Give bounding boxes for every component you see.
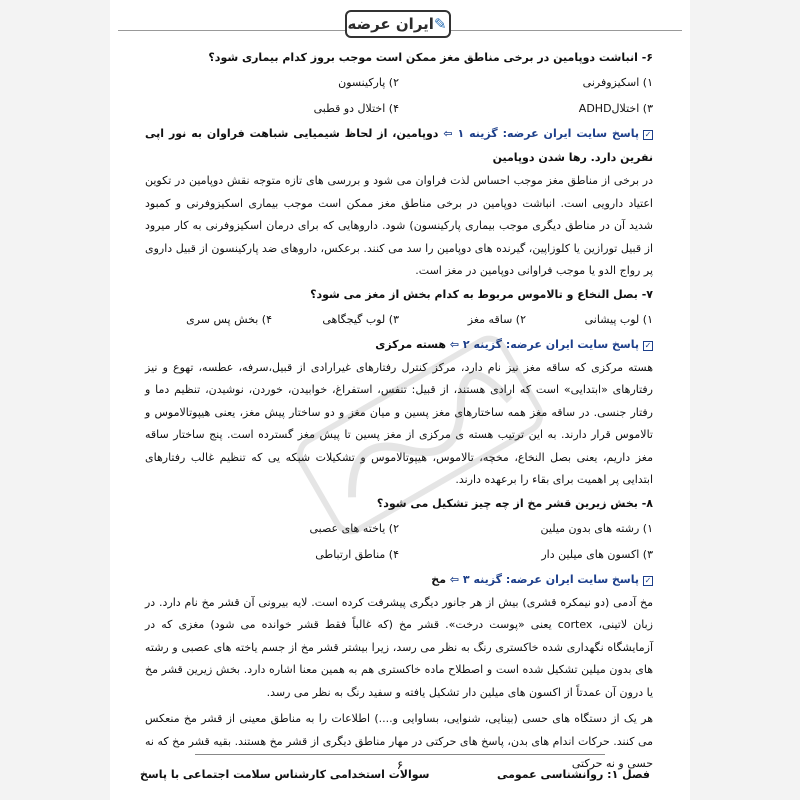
option: ۴) مناطق ارتباطی (315, 547, 399, 561)
answer-line (145, 568, 653, 592)
answer-label: پاسخ سایت ایران عرضه: گزینه ۱ ⇦ (443, 127, 640, 140)
answer-paragraph: هسته مرکزی که ساقه مغز نیز نام دارد، مرکز کنترل رفتارهای غیرارادی از قبیل،سرفه، عطسه، تهوع و نیز رفتارهای «ابتدایی» است که ارادی هستند، از قبیل: تنفس، استفراغ، خوابیدن، خوردن، نوشیدن، تنظیم دما و رفتار جنسی. در ساقه مغز همه ساختارهای مغز پسین و میان مغز و دو ساختار پیش مغز، یعنی هیپوتالاموس و تالاموس قرار دارند. به این ترتیب هسته ی مرکزی از مغز پسین تا پیش مغز گسترده است. پنج ساختار ساقه مغز داریم، یعنی بصل النخاع، مخچه، تالاموس، هیپوتالاموس و تشکیلات شبکه یی که تنظیم غالب رفتارهای ابتدایی پر اهمیت برای بقاء را برعهده دارند. (145, 360, 653, 486)
answer-paragraph: مخ آدمی (دو نیمکره قشری) بیش از هر جانور دیگری پیشرفت کرده است. لایه بیرونی آن قشر مخ نام دارد. در زبان لاتینی، cortex یعنی «پوست درخت». قشر مخ (که غالباً فقط قشر خوانده می شود) مغزی که در آزمایشگاه نگهداری شده خاکستری رنگ به نظر می رسد، زیرا بیشتر قشر مخ از جسم یاخته های عصبی و رشته های بدون میلین تشکیل شده است و اصطلاح ماده خاکستری هم به همین معنا اشاره دارد. بخش زیرین قشر مخ یا درون آن عمدتاً از اکسون های میلین دار تشکیل یافته و سفید رنگ به نظر می رسد. (145, 595, 653, 699)
answer-line (145, 333, 653, 357)
option: ۳) اکسون های میلین دار (541, 547, 653, 561)
option: ۱) رشته های بدون میلین (540, 521, 653, 535)
logo-text: ایران عرضه (347, 15, 434, 33)
document-body (145, 46, 653, 776)
option: ۲) یاخته های عصبی (309, 521, 399, 535)
checkbox-icon: ✓ (644, 130, 652, 139)
option: ۴) اختلال دو قطبی (313, 102, 399, 115)
option: ۳) لوب گیجگاهی (322, 312, 399, 326)
question-title: ۸- بخش زیرین قشر مخ از چه چیز تشکیل می شود؟ (376, 496, 653, 510)
option-list (145, 70, 653, 122)
option: ۴) بخش پس سری (186, 312, 272, 326)
footer-book-title: سوالات استخدامی کارشناس سلامت اجتماعی با پاسخ (140, 768, 430, 781)
answer-text: هسته مرکزی (375, 337, 450, 351)
option-list (145, 307, 653, 333)
checkbox-icon: ✓ (644, 340, 652, 350)
logo-mark-icon: ✎ (433, 15, 447, 33)
answer-line (145, 122, 653, 170)
answer-text: مخ (431, 572, 450, 586)
answer-label: پاسخ سایت ایران عرضه: گزینه ۲ ⇦ (449, 337, 639, 351)
answer-text: دوپامین، از لحاظ شیمیایی شباهت فراوان به نور اپی نفرین دارد. رها شدن دوپامین (145, 127, 653, 164)
option-list (145, 516, 653, 568)
question-title: ۶- انباشت دوپامین در برخی مناطق مغز ممکن است موجب بروز کدام بیماری شود؟ (208, 51, 653, 64)
page-number: ۶ (396, 758, 404, 772)
question-title: ۷- بصل النخاع و تالاموس مربوط به کدام بخش از مغز می شود؟ (310, 287, 653, 301)
option: ۳) اختلالADHD (578, 102, 653, 115)
option: ۲) ساقه مغز (467, 312, 526, 326)
footer-rule (195, 754, 605, 755)
site-logo (345, 10, 451, 38)
option: ۱) لوب پیشانی (584, 312, 653, 326)
footer-chapter: فصل ۱: روانشناسی عمومی (496, 768, 650, 781)
answer-paragraph: هر یک از دستگاه های حسی (بینایی، شنوایی، بساوایی و....) اطلاعات را به مناطق معینی از قشر مخ منعکس می کنند. حرکات اندام های بدن، پاسخ های حرکتی در مهار مناطق دیگری از قشر مخ هستند. بقیه قشر مخ که نه حسی و نه حرکتی (145, 712, 653, 770)
option: ۲) پارکینسون (338, 76, 399, 89)
option: ۱) اسکیزوفرنی (582, 76, 653, 89)
answer-label: پاسخ سایت ایران عرضه: گزینه ۳ ⇦ (449, 572, 639, 586)
checkbox-icon: ✓ (644, 575, 652, 585)
answer-paragraph: در برخی از مناطق مغز موجب احساس لذت فراوان می شود و بررسی های تازه متوجه نقش دوپامین در تکوین اعتیاد دارویی است. انباشت دوپامین در برخی مناطق مغز ممکن است موجب بیماری اسکیزوفرنی و کمبود شدید آن در مناطق دیگری موجب بیماری پارکینسون) شود. داروهایی که برای درمان اسکیزوفرنی به کار میرود از قبیل تورازین یا کلوزاپین، گیرنده های دوپامین را سد می کنند. برعکس، داروهای ضد پارکینسون از قبیل داروی پر رواج الدو یا موجب فراوانی دوپامین در مغز است. (145, 174, 653, 277)
